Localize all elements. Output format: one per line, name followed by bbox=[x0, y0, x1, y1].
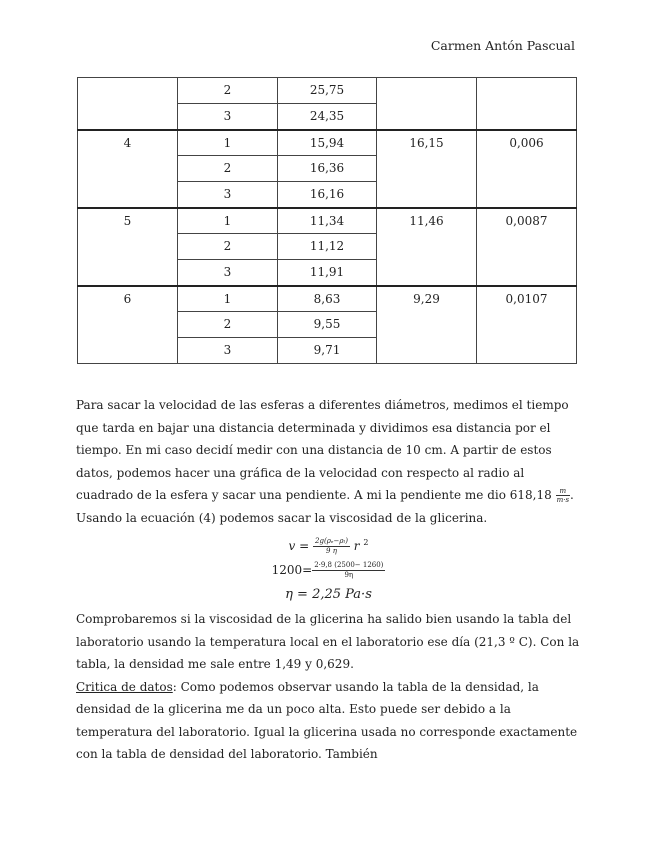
table-cell-velocity: 0,006 bbox=[477, 130, 577, 208]
table-cell-mean bbox=[377, 78, 477, 130]
equation-result bbox=[76, 582, 581, 608]
results-table bbox=[77, 77, 577, 364]
eq2-fraction bbox=[312, 561, 385, 580]
critica-label: Critica de datos bbox=[76, 679, 173, 694]
table-cell-mean: 16,15 bbox=[377, 130, 477, 208]
eq3-text: η = 2,25 Pa·s bbox=[285, 587, 372, 602]
eq1-rhs: r bbox=[353, 539, 360, 553]
eq2-numerator: 2·9,8 (2500− 1260) bbox=[314, 561, 384, 569]
table-cell-trial: 3 bbox=[178, 338, 278, 364]
unit-denominator: m·s bbox=[556, 496, 570, 504]
paragraph-velocity-text: Para sacar la velocidad de las esferas a diferentes diámetros, medimos el tiempo que tarda en bajar una distancia determinada y dividimos esa distancia por el tiempo. En mi caso decidí medir con una distancia de 10 cm. A partir de estos datos, podemos hacer una gráfica de la velocidad con respecto al radio al cuadrado de la esfera y sacar una pendiente. A mi la pendiente me dio 618,18 bbox=[76, 398, 569, 502]
paragraph-check: Comprobaremos si la viscosidad de la glicerina ha salido bien usando la tabla del laboratorio usando la temperatura local en el laboratorio ese día (21,3 º C). Con la tabla, la densidad me sale entre 1,49 y 0,629. bbox=[76, 612, 580, 671]
table-cell-time: 9,71 bbox=[278, 338, 377, 364]
table-row bbox=[78, 208, 577, 234]
table-cell-trial: 1 bbox=[178, 208, 278, 234]
table-cell-time: 24,35 bbox=[278, 104, 377, 130]
eq1-exponent: 2 bbox=[363, 538, 369, 547]
table-row bbox=[78, 130, 577, 156]
table-cell-mean: 11,46 bbox=[377, 208, 477, 286]
table-cell-group: 4 bbox=[78, 130, 178, 208]
table-cell-time: 16,16 bbox=[278, 182, 377, 208]
table-cell-velocity: 0,0087 bbox=[477, 208, 577, 286]
eq1-denominator: 9 η bbox=[326, 547, 337, 555]
table-cell-time: 11,91 bbox=[278, 260, 377, 286]
table-cell-group: 6 bbox=[78, 286, 178, 364]
table-cell-group bbox=[78, 78, 178, 130]
eq2-lhs: 1200= bbox=[271, 563, 313, 577]
table-cell-time: 16,36 bbox=[278, 156, 377, 182]
table-cell-time: 11,34 bbox=[278, 208, 377, 234]
table-cell-velocity bbox=[477, 78, 577, 130]
table-cell-trial: 2 bbox=[178, 234, 278, 260]
eq1-lhs: v = bbox=[288, 539, 310, 553]
table-cell-trial: 1 bbox=[178, 286, 278, 312]
body-text bbox=[76, 394, 581, 766]
equation-substitution bbox=[76, 558, 581, 582]
paragraph-critica bbox=[76, 676, 581, 766]
table-cell-trial: 3 bbox=[178, 260, 278, 286]
table-cell-group: 5 bbox=[78, 208, 178, 286]
table-cell-velocity: 0,0107 bbox=[477, 286, 577, 364]
table-row bbox=[78, 286, 577, 312]
table-cell-trial: 2 bbox=[178, 156, 278, 182]
table-cell-time: 15,94 bbox=[278, 130, 377, 156]
eq2-denominator: 9η bbox=[344, 571, 354, 579]
table-cell-time: 25,75 bbox=[278, 78, 377, 104]
table-cell-time: 11,12 bbox=[278, 234, 377, 260]
table-cell-trial: 3 bbox=[178, 104, 278, 130]
paragraph-velocity-tail: . Usando la ecuación (4) podemos sacar la viscosidad de la glicerina. bbox=[76, 488, 574, 525]
eq1-numerator: 2g(ρₑ−ρₗ) bbox=[315, 537, 348, 545]
table-cell-trial: 1 bbox=[178, 130, 278, 156]
table-cell-mean: 9,29 bbox=[377, 286, 477, 364]
table-row bbox=[78, 78, 577, 104]
table-cell-trial: 2 bbox=[178, 78, 278, 104]
equation-velocity bbox=[76, 531, 581, 558]
unit-numerator: m bbox=[556, 487, 570, 496]
table-cell-trial: 3 bbox=[178, 182, 278, 208]
table-cell-time: 9,55 bbox=[278, 312, 377, 338]
unit-fraction bbox=[556, 487, 570, 504]
table-cell-time: 8,63 bbox=[278, 286, 377, 312]
eq1-fraction bbox=[313, 537, 350, 556]
header-author: Carmen Antón Pascual bbox=[430, 38, 575, 53]
critica-text: : Como podemos observar usando la tabla de la densidad, la densidad de la glicerina me da un poco alta. Esto puede ser debido a la temperatura del laboratorio. Igual la glicerina usada no corresponde exactamente con la tabla de densidad del laboratorio. También bbox=[76, 679, 578, 761]
table-cell-trial: 2 bbox=[178, 312, 278, 338]
paragraph-velocity bbox=[76, 394, 581, 529]
